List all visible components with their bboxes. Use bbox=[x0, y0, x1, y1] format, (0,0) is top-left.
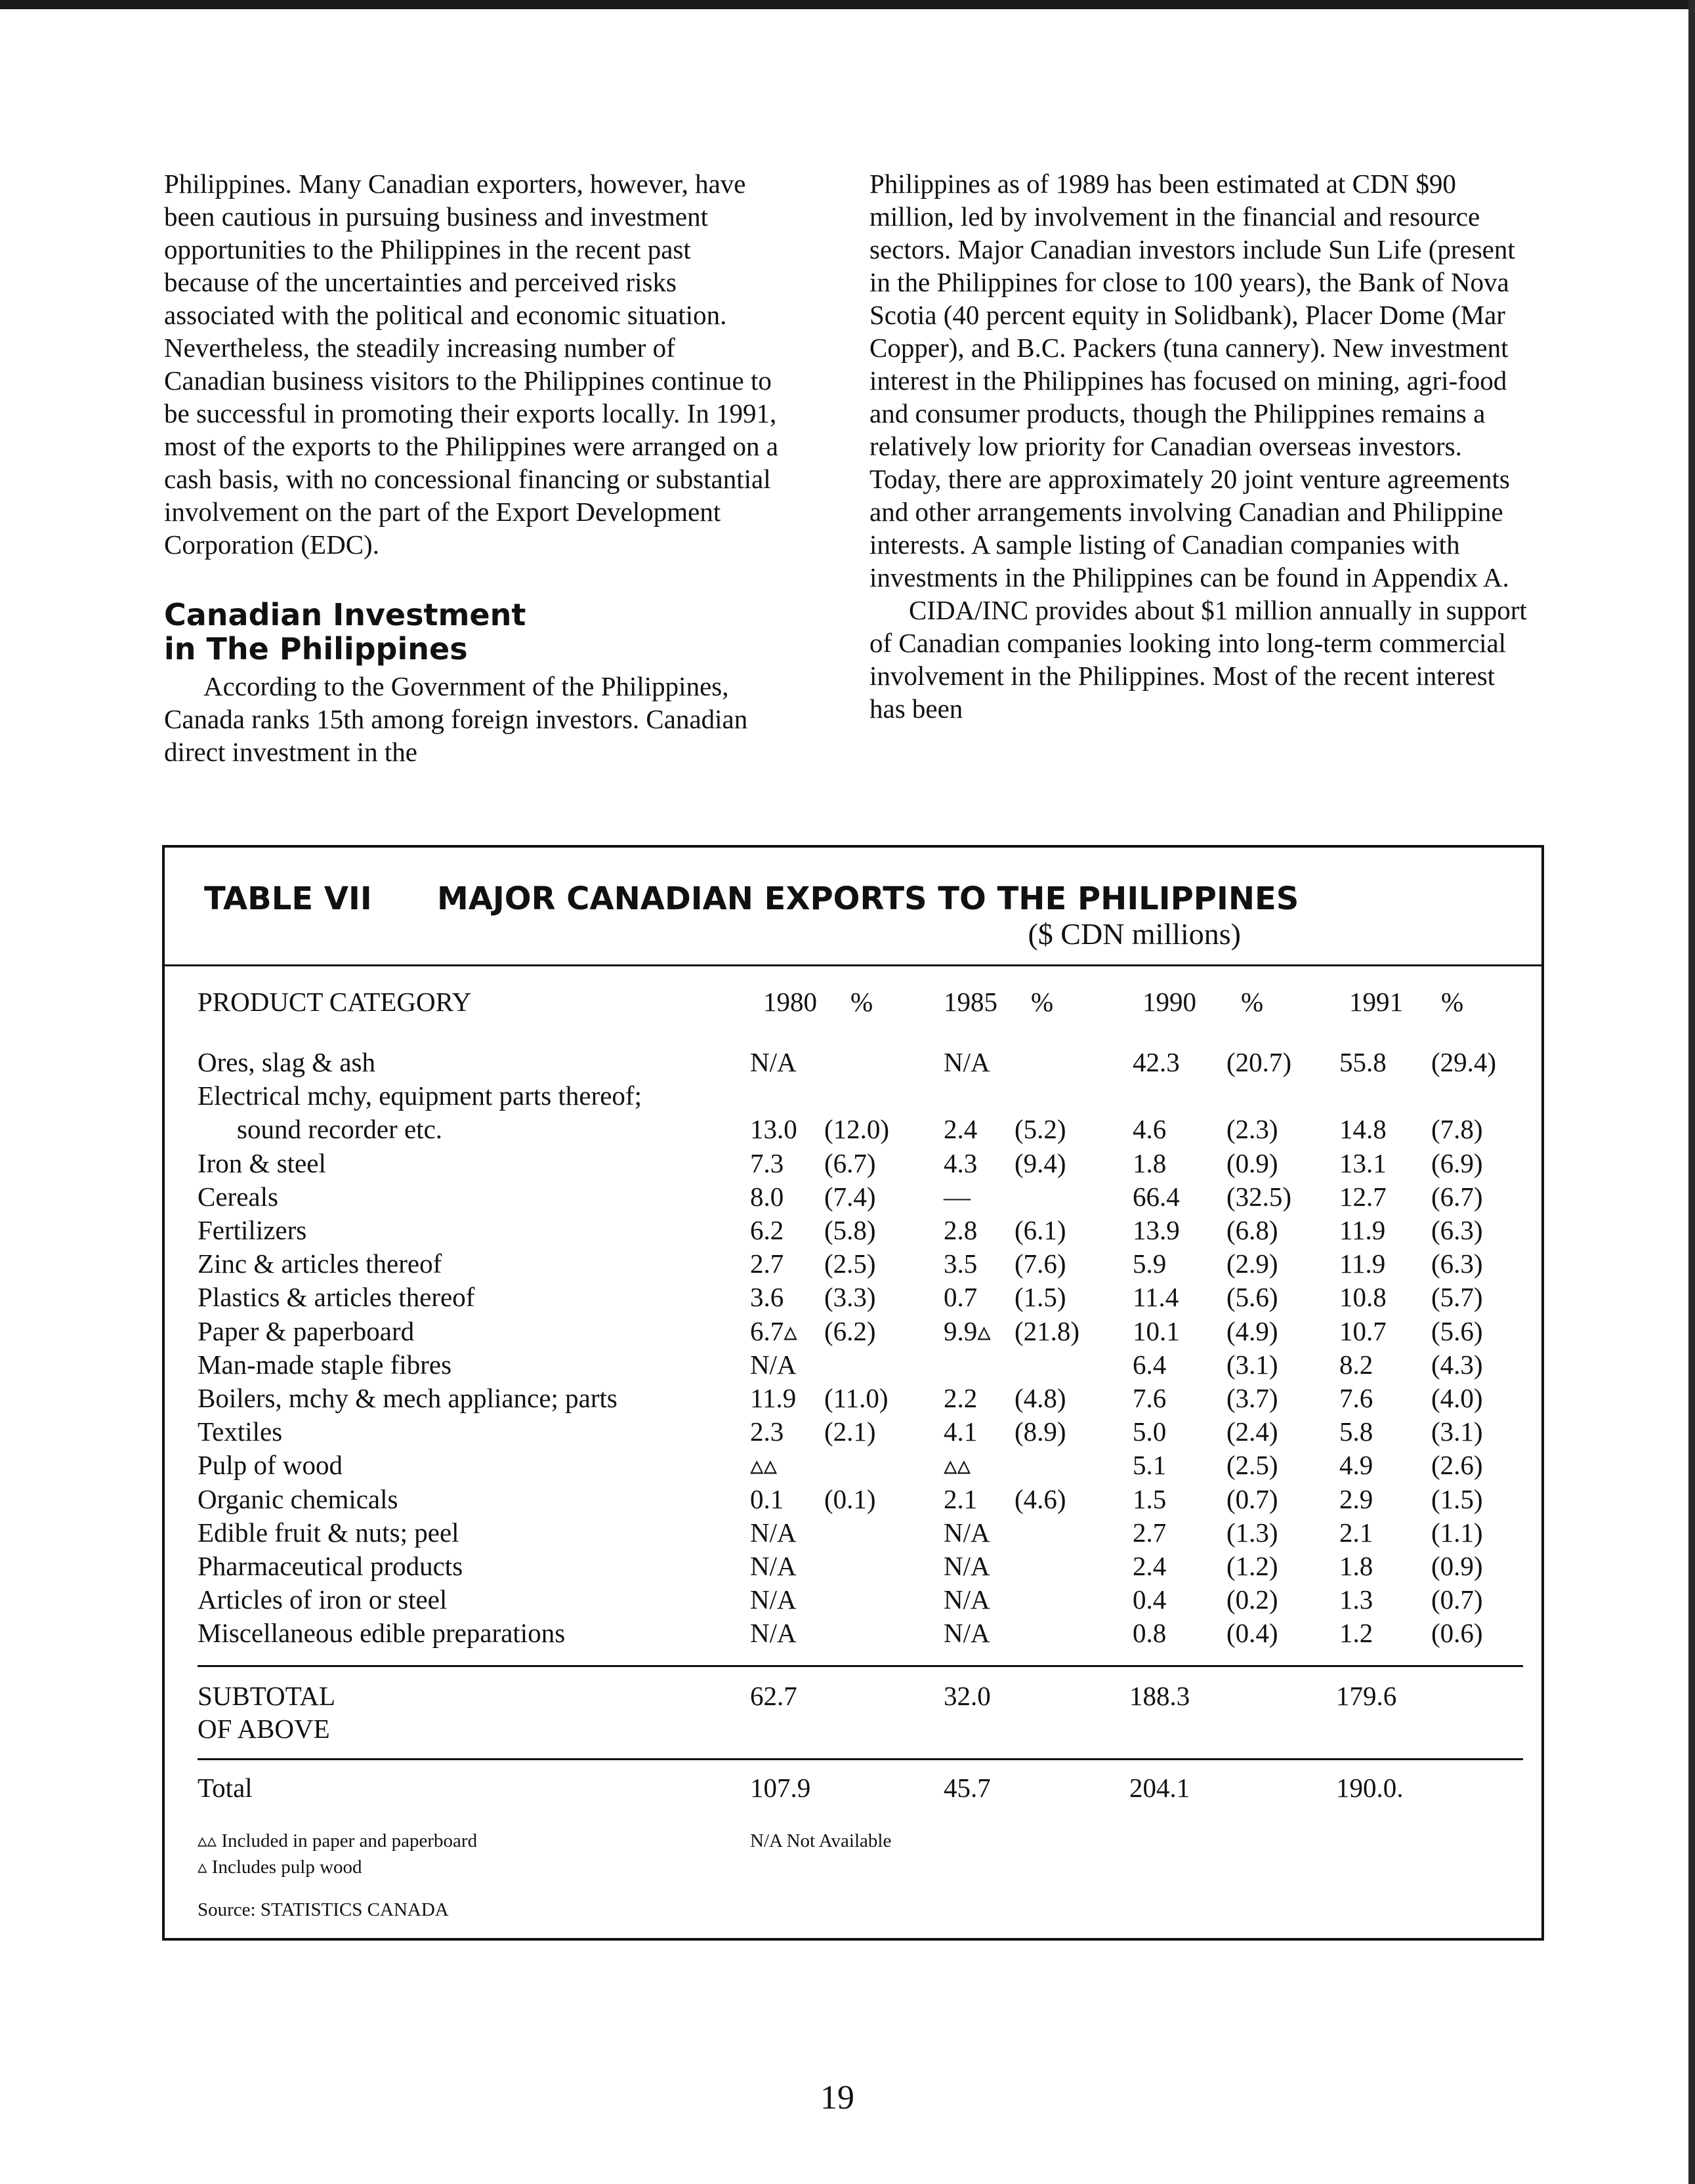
table-cell-1980: N/A bbox=[750, 1618, 797, 1648]
header-1985-percent: % bbox=[1031, 987, 1054, 1017]
table-cell-1991: 11.9 bbox=[1339, 1215, 1386, 1245]
table-cell-1990: 42.3 bbox=[1133, 1047, 1180, 1077]
top-edge-line bbox=[0, 0, 1695, 9]
table-cell-1990: 1.8 bbox=[1133, 1148, 1167, 1178]
table-cell-1990-percent: (3.7) bbox=[1226, 1383, 1278, 1413]
table-cell-1985-percent: (7.6) bbox=[1015, 1248, 1066, 1279]
table-row-category: Boilers, mchy & mech appliance; parts bbox=[198, 1383, 617, 1413]
table-cell-1990-percent: (5.6) bbox=[1226, 1282, 1278, 1312]
table-cell-1985: 2.4 bbox=[944, 1114, 978, 1144]
table-cell-1991: 12.7 bbox=[1339, 1182, 1387, 1212]
table-row-category: Iron & steel bbox=[198, 1148, 326, 1178]
table-cell-1991: 13.1 bbox=[1339, 1148, 1387, 1178]
table-cell-1985-percent: (9.4) bbox=[1015, 1148, 1066, 1178]
table-cell-1990-percent: (0.4) bbox=[1226, 1618, 1278, 1648]
table-cell-1991-percent: (4.0) bbox=[1431, 1383, 1483, 1413]
table-cell-1985: — bbox=[944, 1182, 971, 1212]
table-cell-1990: 7.6 bbox=[1133, 1383, 1167, 1413]
table-cell-1980: 7.3 bbox=[750, 1148, 784, 1178]
table-cell-1990-percent: (2.4) bbox=[1226, 1416, 1278, 1447]
table-row-category: Zinc & articles thereof bbox=[198, 1248, 442, 1279]
table-cell-1990-percent: (2.5) bbox=[1226, 1450, 1278, 1480]
table-cell-1985: N/A bbox=[944, 1517, 990, 1548]
table-cell-1980-percent: (0.1) bbox=[824, 1484, 876, 1514]
table-cell-1990-percent: (2.9) bbox=[1226, 1248, 1278, 1279]
table-cell-1980-percent: (2.1) bbox=[824, 1416, 876, 1447]
table-cell-1991-percent: (7.8) bbox=[1431, 1114, 1483, 1144]
table-cell-1990: 2.4 bbox=[1133, 1551, 1167, 1581]
subtotal-1991: 179.6 bbox=[1336, 1681, 1397, 1711]
table-cell-1991-percent: (0.6) bbox=[1431, 1618, 1483, 1648]
table-cell-1980: N/A bbox=[750, 1047, 797, 1077]
table-cell-1985: 2.1 bbox=[944, 1484, 978, 1514]
table-row-category: Man-made staple fibres bbox=[198, 1350, 452, 1380]
table-cell-1991: 55.8 bbox=[1339, 1047, 1387, 1077]
table-row-category: Plastics & articles thereof bbox=[198, 1282, 475, 1312]
table-cell-1985-percent: (5.2) bbox=[1015, 1114, 1066, 1144]
table-cell-1991-percent: (4.3) bbox=[1431, 1350, 1483, 1380]
table-cell-1991-percent: (5.6) bbox=[1431, 1316, 1483, 1346]
table-cell-1991-percent: (2.6) bbox=[1431, 1450, 1483, 1480]
table-cell-1985: ▵▵ bbox=[944, 1450, 971, 1480]
total-rule bbox=[198, 1758, 1523, 1760]
table-cell-1991: 2.1 bbox=[1339, 1517, 1373, 1548]
table-row-category: sound recorder etc. bbox=[237, 1114, 443, 1144]
table-cell-1985-percent: (4.8) bbox=[1015, 1383, 1066, 1413]
subtotal-1980: 62.7 bbox=[750, 1681, 797, 1711]
table-cell-1990: 13.9 bbox=[1133, 1215, 1180, 1245]
table-cell-1991: 8.2 bbox=[1339, 1350, 1373, 1380]
table-row-category: Pharmaceutical products bbox=[198, 1551, 463, 1581]
left-column bbox=[164, 167, 781, 768]
table-cell-1991: 1.2 bbox=[1339, 1618, 1373, 1648]
table-cell-1990-percent: (1.3) bbox=[1226, 1517, 1278, 1548]
table-row-category: Electrical mchy, equipment parts thereof; bbox=[198, 1081, 642, 1111]
table-cell-1991: 14.8 bbox=[1339, 1114, 1387, 1144]
subtotal-label-1: SUBTOTAL bbox=[198, 1681, 336, 1711]
table-row-category: Pulp of wood bbox=[198, 1450, 343, 1480]
header-1990: 1990 bbox=[1142, 987, 1196, 1017]
table-cell-1980: 2.7 bbox=[750, 1248, 784, 1279]
table-cell-1985: N/A bbox=[944, 1551, 990, 1581]
table-title: MAJOR CANADIAN EXPORTS TO THE PHILIPPINES bbox=[437, 880, 1299, 917]
table-cell-1991: 2.9 bbox=[1339, 1484, 1373, 1514]
header-1991-percent: % bbox=[1441, 987, 1464, 1017]
table-subtitle: ($ CDN millions) bbox=[1028, 917, 1241, 951]
table-row-category: Paper & paperboard bbox=[198, 1316, 415, 1346]
total-1980: 107.9 bbox=[750, 1773, 811, 1803]
table-cell-1990-percent: (20.7) bbox=[1226, 1047, 1292, 1077]
table-cell-1980-percent: (6.2) bbox=[824, 1316, 876, 1346]
table-cell-1991: 11.9 bbox=[1339, 1248, 1386, 1279]
table-cell-1980-percent: (2.5) bbox=[824, 1248, 876, 1279]
table-header-band bbox=[165, 848, 1541, 966]
table-cell-1980: N/A bbox=[750, 1551, 797, 1581]
table-source: Source: STATISTICS CANADA bbox=[198, 1899, 449, 1920]
table-cell-1985: 9.9▵ bbox=[944, 1316, 991, 1346]
table-cell-1985-percent: (4.6) bbox=[1015, 1484, 1066, 1514]
table-cell-1990: 4.6 bbox=[1133, 1114, 1167, 1144]
total-1985: 45.7 bbox=[944, 1773, 991, 1803]
table-cell-1991-percent: (6.9) bbox=[1431, 1148, 1483, 1178]
table-cell-1980-percent: (12.0) bbox=[824, 1114, 890, 1144]
table-cell-1990: 66.4 bbox=[1133, 1182, 1180, 1212]
left-paragraph-2: According to the Government of the Philippines, Canada ranks 15th among foreign investors. Canadian direct investment in the bbox=[164, 671, 748, 767]
table-cell-1991-percent: (0.9) bbox=[1431, 1551, 1483, 1581]
header-1980-percent: % bbox=[850, 987, 873, 1017]
table-cell-1985: N/A bbox=[944, 1584, 990, 1615]
right-paragraph-1: Philippines as of 1989 has been estimated at CDN $90 million, led by involvement in the financial and resource sectors. Major Canadian investors include Sun Life (present in the Philippines for close to 100 years), the Bank of Nova Scotia (40 percent equity in Solidbank), Placer Dome (Mar Copper), and B.C. Packers (tuna cannery). New investment interest in the Philippines has focused on mining, agri-food and consumer products, though the Philippines remains a relatively low priority for Canadian overseas investors. Today, there are approximately 20 joint venture agreements and other arrangements involving Canadian and Philippine interests. A sample listing of Canadian companies with investments in the Philippines can be found in Appendix A. bbox=[869, 169, 1515, 592]
table-cell-1980: N/A bbox=[750, 1584, 797, 1615]
section-heading-line-2: in The Philippines bbox=[164, 631, 468, 667]
table-cell-1985: 4.1 bbox=[944, 1416, 978, 1447]
section-heading bbox=[164, 598, 781, 666]
table-cell-1985: 2.8 bbox=[944, 1215, 978, 1245]
total-label: Total bbox=[198, 1773, 253, 1803]
table-cell-1991: 4.9 bbox=[1339, 1450, 1373, 1480]
table-cell-1991-percent: (6.7) bbox=[1431, 1182, 1483, 1212]
table-cell-1980-percent: (5.8) bbox=[824, 1215, 876, 1245]
table-cell-1990-percent: (6.8) bbox=[1226, 1215, 1278, 1245]
table-cell-1991-percent: (0.7) bbox=[1431, 1584, 1483, 1615]
table-cell-1990: 0.8 bbox=[1133, 1618, 1167, 1648]
table-row-category: Organic chemicals bbox=[198, 1484, 398, 1514]
table-cell-1980-percent: (11.0) bbox=[824, 1383, 889, 1413]
left-paragraph-1: Philippines. Many Canadian exporters, however, have been cautious in pursuing business and investment opportunities to the Philippines in the recent past because of the uncertainties and perceived risks associated with the political and economic situation. Nevertheless, the steadily increasing number of Canadian business visitors to the Philippines continue to be successful in promoting their exports locally. In 1991, most of the exports to the Philippines were arranged on a cash basis, with no concessional financing or substantial involvement on the part of the Export Development Corporation (EDC). bbox=[164, 169, 778, 560]
table-row-category: Edible fruit & nuts; peel bbox=[198, 1517, 459, 1548]
table-cell-1985-percent: (8.9) bbox=[1015, 1416, 1066, 1447]
table-row-category: Fertilizers bbox=[198, 1215, 307, 1245]
header-product-category: PRODUCT CATEGORY bbox=[198, 987, 472, 1017]
subtotal-label-2: OF ABOVE bbox=[198, 1714, 330, 1744]
table-cell-1991-percent: (5.7) bbox=[1431, 1282, 1483, 1312]
table-cell-1985: N/A bbox=[944, 1618, 990, 1648]
footnote-not-available: N/A Not Available bbox=[750, 1830, 892, 1851]
table-cell-1990: 11.4 bbox=[1133, 1282, 1179, 1312]
right-paragraph-2: CIDA/INC provides about $1 million annually in support of Canadian companies looking into long-term commercial involvement in the Philippines. Most of the recent interest has been bbox=[869, 595, 1527, 724]
subtotal-1985: 32.0 bbox=[944, 1681, 991, 1711]
table-cell-1990: 0.4 bbox=[1133, 1584, 1167, 1615]
subtotal-1990: 188.3 bbox=[1129, 1681, 1190, 1711]
table-cell-1990: 5.0 bbox=[1133, 1416, 1167, 1447]
right-column bbox=[869, 167, 1532, 725]
page-number: 19 bbox=[820, 2079, 854, 2116]
table-cell-1985: 4.3 bbox=[944, 1148, 978, 1178]
table-cell-1990: 5.1 bbox=[1133, 1450, 1167, 1480]
table-cell-1990-percent: (3.1) bbox=[1226, 1350, 1278, 1380]
table-cell-1980: 2.3 bbox=[750, 1416, 784, 1447]
table-cell-1990-percent: (4.9) bbox=[1226, 1316, 1278, 1346]
table-cell-1990-percent: (0.7) bbox=[1226, 1484, 1278, 1514]
table-cell-1980-percent: (3.3) bbox=[824, 1282, 876, 1312]
table-cell-1985: 0.7 bbox=[944, 1282, 978, 1312]
table-cell-1985: N/A bbox=[944, 1047, 990, 1077]
table-cell-1985-percent: (21.8) bbox=[1015, 1316, 1080, 1346]
table-cell-1980: ▵▵ bbox=[750, 1450, 778, 1480]
table-cell-1991: 10.8 bbox=[1339, 1282, 1387, 1312]
table-row-category: Articles of iron or steel bbox=[198, 1584, 448, 1615]
table-cell-1990: 1.5 bbox=[1133, 1484, 1167, 1514]
header-1985: 1985 bbox=[944, 987, 997, 1017]
section-heading-line-1: Canadian Investment bbox=[164, 597, 526, 632]
table-cell-1990-percent: (0.9) bbox=[1226, 1148, 1278, 1178]
header-1980: 1980 bbox=[763, 987, 817, 1017]
table-label: TABLE VII bbox=[204, 880, 372, 917]
table-cell-1980: 13.0 bbox=[750, 1114, 797, 1144]
table-cell-1990: 2.7 bbox=[1133, 1517, 1167, 1548]
table-cell-1980: 11.9 bbox=[750, 1383, 797, 1413]
table-row-category: Miscellaneous edible preparations bbox=[198, 1618, 566, 1648]
table-cell-1980: 6.7▵ bbox=[750, 1316, 797, 1346]
exports-table bbox=[162, 845, 1544, 1941]
table-cell-1980: 6.2 bbox=[750, 1215, 784, 1245]
table-cell-1980: 3.6 bbox=[750, 1282, 784, 1312]
table-cell-1980-percent: (6.7) bbox=[824, 1148, 876, 1178]
subtotal-rule bbox=[198, 1665, 1523, 1667]
header-1991: 1991 bbox=[1349, 987, 1403, 1017]
total-1991: 190.0. bbox=[1336, 1773, 1404, 1803]
table-cell-1980: 0.1 bbox=[750, 1484, 784, 1514]
table-cell-1991-percent: (1.5) bbox=[1431, 1484, 1483, 1514]
table-cell-1990-percent: (0.2) bbox=[1226, 1584, 1278, 1615]
right-edge-line bbox=[1688, 0, 1695, 2184]
footnote-double-triangle: ▵▵ Included in paper and paperboard bbox=[198, 1830, 478, 1851]
table-cell-1991-percent: (3.1) bbox=[1431, 1416, 1483, 1447]
table-cell-1991-percent: (6.3) bbox=[1431, 1248, 1483, 1279]
table-cell-1985-percent: (6.1) bbox=[1015, 1215, 1066, 1245]
total-1990: 204.1 bbox=[1129, 1773, 1190, 1803]
table-cell-1980: N/A bbox=[750, 1517, 797, 1548]
table-cell-1980-percent: (7.4) bbox=[824, 1182, 876, 1212]
table-cell-1985: 2.2 bbox=[944, 1383, 978, 1413]
table-cell-1991-percent: (29.4) bbox=[1431, 1047, 1497, 1077]
table-cell-1990-percent: (32.5) bbox=[1226, 1182, 1292, 1212]
table-cell-1985-percent: (1.5) bbox=[1015, 1282, 1066, 1312]
table-row-category: Cereals bbox=[198, 1182, 278, 1212]
table-cell-1990-percent: (2.3) bbox=[1226, 1114, 1278, 1144]
table-cell-1991: 7.6 bbox=[1339, 1383, 1373, 1413]
table-cell-1991: 5.8 bbox=[1339, 1416, 1373, 1447]
table-row-category: Ores, slag & ash bbox=[198, 1047, 376, 1077]
table-cell-1980: N/A bbox=[750, 1350, 797, 1380]
table-cell-1991: 10.7 bbox=[1339, 1316, 1387, 1346]
table-cell-1991: 1.8 bbox=[1339, 1551, 1373, 1581]
table-cell-1991: 1.3 bbox=[1339, 1584, 1373, 1615]
footnote-triangle: ▵ Includes pulp wood bbox=[198, 1857, 362, 1878]
table-cell-1990: 10.1 bbox=[1133, 1316, 1180, 1346]
table-cell-1990-percent: (1.2) bbox=[1226, 1551, 1278, 1581]
table-cell-1980: 8.0 bbox=[750, 1182, 784, 1212]
table-cell-1990: 6.4 bbox=[1133, 1350, 1167, 1380]
table-cell-1991-percent: (1.1) bbox=[1431, 1517, 1483, 1548]
table-cell-1991-percent: (6.3) bbox=[1431, 1215, 1483, 1245]
header-1990-percent: % bbox=[1241, 987, 1264, 1017]
table-row-category: Textiles bbox=[198, 1416, 283, 1447]
table-cell-1985: 3.5 bbox=[944, 1248, 978, 1279]
table-cell-1990: 5.9 bbox=[1133, 1248, 1167, 1279]
